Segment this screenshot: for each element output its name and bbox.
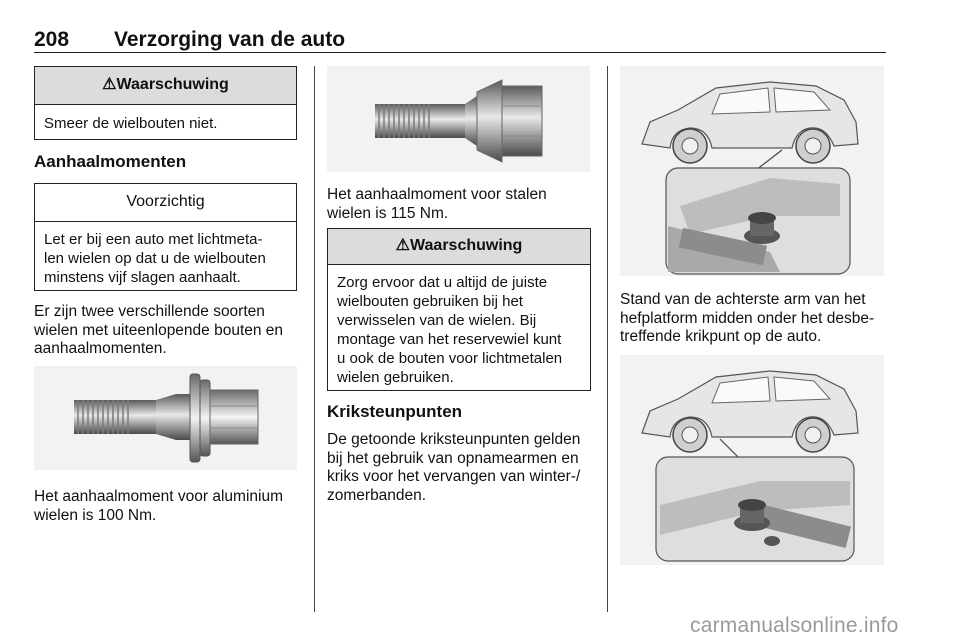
caption-aluminium (34, 488, 283, 525)
warning-line: montage van het reservewiel kunt (337, 331, 562, 348)
caution-body (35, 222, 296, 293)
paragraph-jack-points (327, 431, 580, 505)
caption-lift-arm (620, 291, 874, 347)
warning-line: wielbouten gebruiken bij het (337, 293, 523, 310)
paragraph-line: aanhaalmomenten. (34, 340, 167, 357)
column-divider-1 (314, 66, 315, 612)
section-heading-torque: Aanhaalmomenten (34, 152, 187, 171)
warning-body (328, 265, 590, 393)
watermark: carmanualsonline.info (690, 614, 899, 637)
front-jack-point-illustration (620, 66, 884, 276)
warning-body: Smeer de wielbouten niet. (44, 115, 218, 132)
warning-box-bolts (327, 228, 591, 391)
warning-box-header (328, 229, 590, 265)
paragraph-line: bij het gebruik van opnamearmen en (327, 449, 579, 467)
section-heading-jack-points: Kriksteunpunten (327, 402, 463, 421)
caption-line: Het aanhaalmoment voor aluminium (34, 488, 283, 505)
warning-title: Waarschuwing (116, 76, 229, 93)
caution-box (34, 183, 297, 291)
paragraph-line: Er zijn twee verschillende soorten (34, 303, 265, 320)
car-jack-point-front-icon (620, 66, 884, 276)
car-jack-point-rear-icon (620, 355, 884, 565)
caption-line: wielen is 100 Nm. (34, 506, 157, 524)
caption-steel (327, 186, 547, 223)
rear-jack-point-illustration (620, 355, 884, 565)
bolt-icon (327, 66, 590, 172)
caution-line: Let er bij een auto met lichtmeta- (44, 231, 263, 248)
warning-triangle-icon: ⚠ (102, 76, 117, 93)
column-divider-2 (607, 66, 608, 612)
warning-line: u ook de bouten voor lichtmetalen (337, 350, 563, 367)
caution-line: len wielen op dat u de wielbouten (44, 250, 266, 267)
paragraph-line: De getoonde kriksteunpunten gelden (327, 431, 581, 448)
warning-triangle-icon: ⚠ (395, 237, 411, 254)
page-title: Verzorging van de auto (114, 28, 346, 51)
warning-line: Zorg ervoor dat u altijd de juiste (337, 274, 548, 291)
caution-title: Voorzichtig (35, 184, 296, 222)
steel-wheel-bolt-illustration (327, 66, 590, 172)
page-number: 208 (34, 28, 70, 51)
paragraph-line: wielen met uiteenlopende bouten en (34, 321, 284, 339)
caption-line: wielen is 115 Nm. (327, 204, 449, 222)
header-divider (34, 52, 886, 53)
warning-title: Waarschuwing (410, 237, 523, 254)
warning-line: wielen gebruiken. (337, 369, 454, 386)
caption-line: Het aanhaalmoment voor stalen (327, 186, 547, 203)
paragraph-line: zomerbanden. (327, 486, 427, 504)
paragraph-line: kriks voor het vervangen van winter-/ (327, 468, 581, 485)
bolt-with-washer-icon (34, 366, 297, 470)
caption-line: Stand van de achterste arm van het (620, 291, 866, 308)
warning-box-lubrication (34, 66, 297, 140)
warning-box-header (35, 67, 296, 105)
caption-line: treffende krikpunt op de auto. (620, 328, 822, 345)
caption-line: hefplatform midden onder het desbe- (620, 309, 875, 327)
aluminium-wheel-bolt-illustration (34, 366, 297, 470)
warning-line: verwisselen van de wielen. Bij (337, 312, 537, 329)
caution-line: minstens vijf slagen aanhaalt. (44, 269, 241, 286)
paragraph-wheel-types (34, 303, 283, 359)
